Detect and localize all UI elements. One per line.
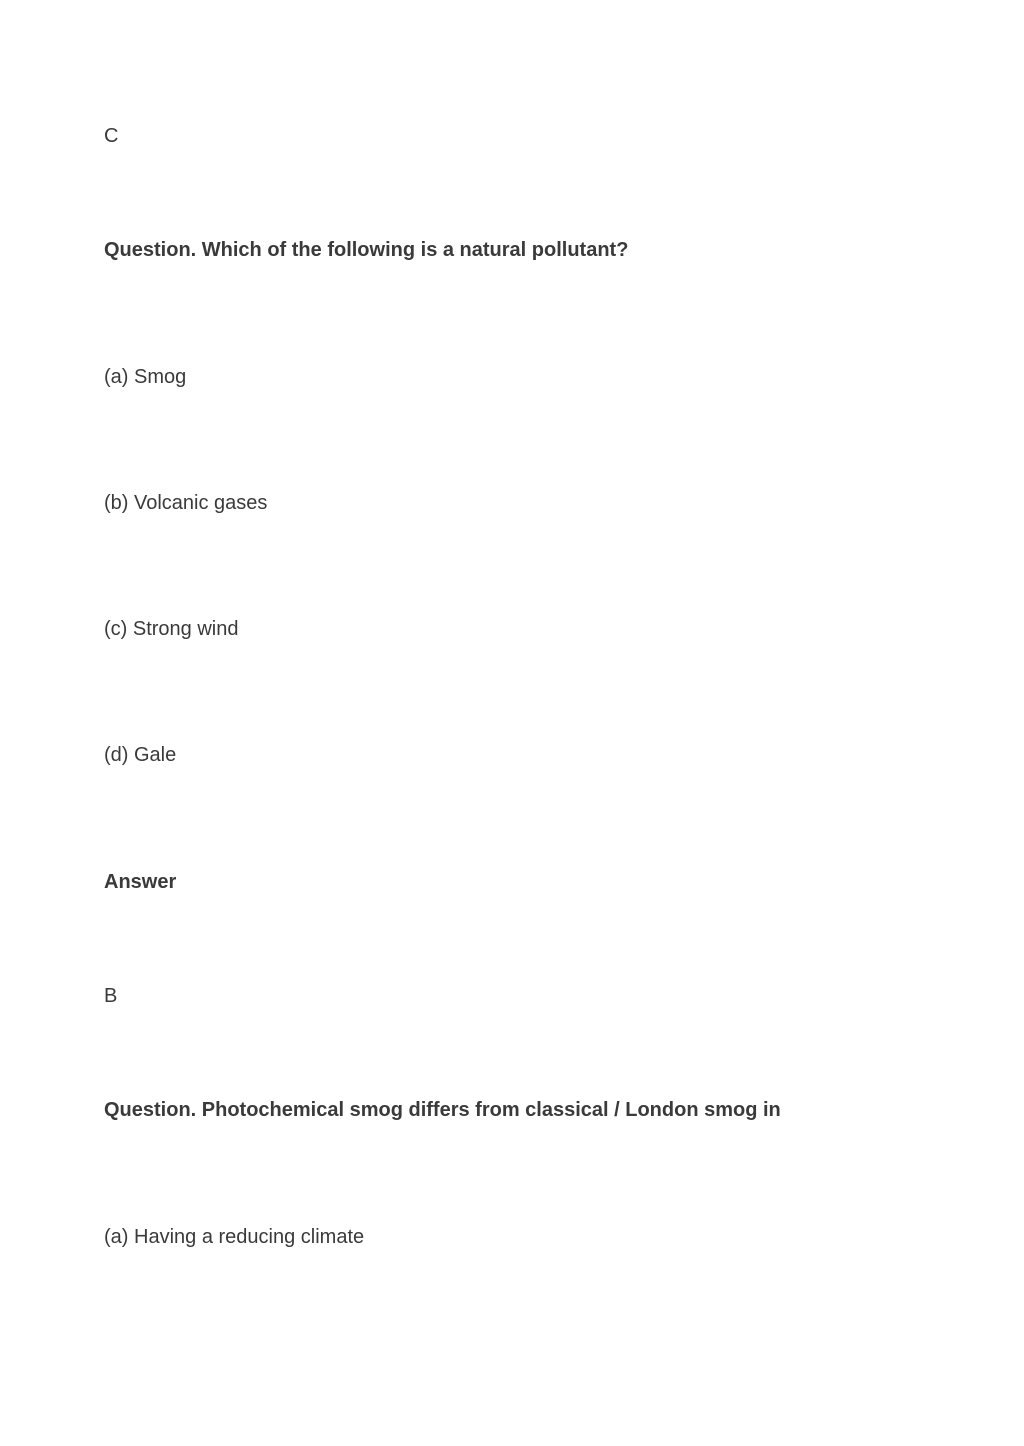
option-b: (b) Volcanic gases [104,492,268,514]
option-d: (d) Gale [104,744,177,766]
answer-heading: Answer [104,871,177,893]
q2-option-a: (a) Having a reducing climate [104,1226,365,1248]
option-a: (a) Smog [104,366,187,388]
question-natural-pollutant: Question. Which of the following is a natural pollutant? [104,239,629,261]
question-photochemical-smog: Question. Photochemical smog differs from classical / London smog in [104,1099,781,1121]
option-c: (c) Strong wind [104,618,239,640]
previous-answer-value: C [104,125,119,147]
answer-value: B [104,985,118,1007]
